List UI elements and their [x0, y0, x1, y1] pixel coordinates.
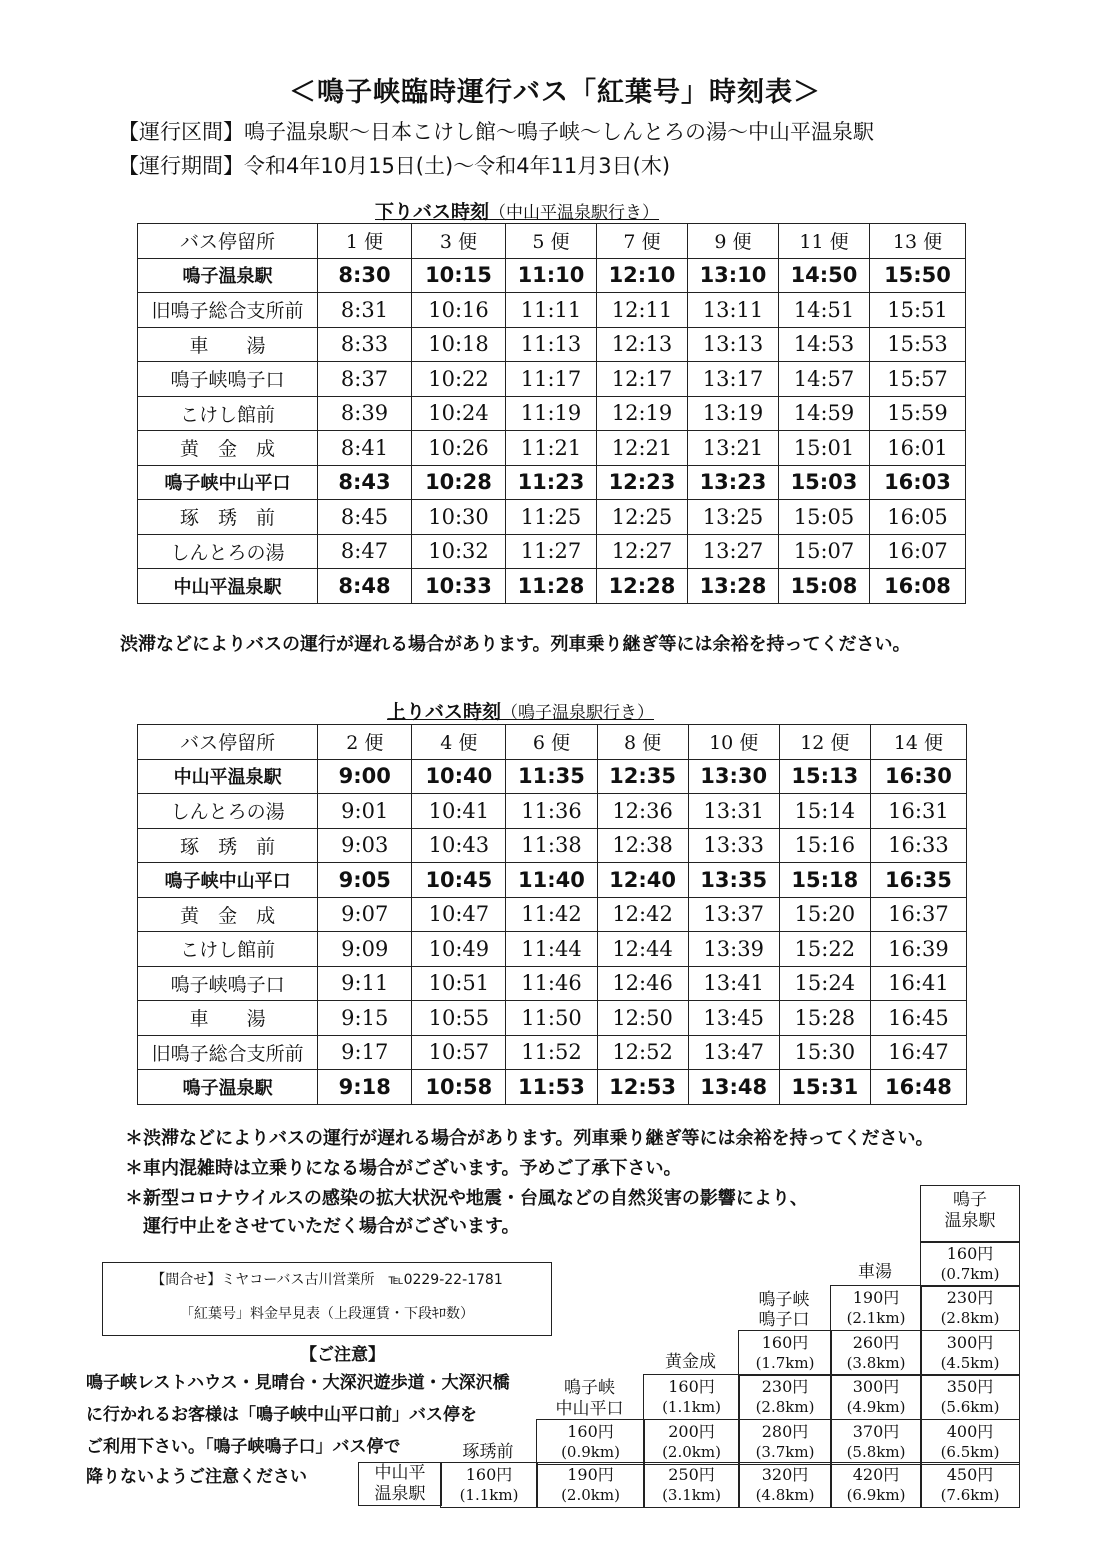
- departure-time: 15:03: [779, 465, 870, 500]
- departure-time: 8:45: [318, 500, 412, 535]
- departure-time: 15:01: [779, 431, 870, 466]
- departure-time: 9:11: [318, 966, 412, 1001]
- departure-time: 16:41: [870, 966, 966, 1001]
- departure-time: 11:28: [506, 569, 597, 604]
- departure-time: 15:30: [779, 1035, 870, 1070]
- departure-time: 15:51: [870, 293, 966, 328]
- caution-heading: 【ご注意】: [300, 1345, 385, 1365]
- departure-time: 15:07: [779, 534, 870, 569]
- departure-time: 13:39: [688, 932, 779, 967]
- departure-time: 11:23: [506, 465, 597, 500]
- departure-time: 9:09: [318, 932, 412, 967]
- fare-cell: [920, 1462, 1020, 1508]
- stop-name: しんとろの湯: [138, 794, 318, 829]
- table-row: [138, 759, 967, 794]
- stop-name: 中山平温泉駅: [138, 569, 318, 604]
- column-header-trip: 7 便: [597, 224, 688, 259]
- departure-time: 14:50: [779, 258, 870, 293]
- fare-amount: 160円: [567, 1422, 614, 1441]
- departure-time: 10:41: [412, 794, 506, 829]
- fare-cell: [920, 1241, 1020, 1287]
- stop-name: しんとろの湯: [138, 534, 318, 569]
- departure-time: 16:33: [870, 828, 966, 863]
- fare-label: 中山平口: [555, 1399, 624, 1419]
- fare-label: 温泉駅: [374, 1484, 426, 1504]
- departure-time: 10:32: [412, 534, 506, 569]
- departure-time: 11:42: [506, 897, 597, 932]
- fare-amount: 300円: [852, 1377, 900, 1396]
- fare-amount: 260円: [852, 1333, 900, 1352]
- table-row: [138, 966, 967, 1001]
- departure-time: 8:43: [318, 465, 412, 500]
- departure-time: 13:10: [688, 258, 779, 293]
- departure-time: 9:01: [318, 794, 412, 829]
- column-header-trip: 1 便: [318, 224, 412, 259]
- departure-time: 9:00: [318, 759, 412, 794]
- table-row: [138, 932, 967, 967]
- departure-time: 15:16: [779, 828, 870, 863]
- departure-time: 8:47: [318, 534, 412, 569]
- fare-cell: [643, 1462, 740, 1508]
- fare-distance: (2.8km): [940, 1309, 1000, 1327]
- fare-cell: [440, 1462, 538, 1508]
- departure-time: 12:10: [597, 258, 688, 293]
- fare-amount: 420円: [852, 1465, 900, 1484]
- departure-time: 15:50: [870, 258, 966, 293]
- fare-distance: (5.6km): [940, 1398, 1000, 1416]
- fare-cell: [920, 1330, 1020, 1376]
- fare-distance: (2.8km): [755, 1398, 815, 1416]
- caution-line-2: に行かれるお客様は「鳴子峡中山平口前」バス停を: [86, 1405, 477, 1425]
- stop-name: 車 湯: [138, 327, 318, 362]
- stop-name: 黄 金 成: [138, 431, 318, 466]
- fare-amount: 280円: [761, 1422, 809, 1441]
- departure-time: 12:25: [597, 500, 688, 535]
- departure-time: 10:26: [412, 431, 506, 466]
- departure-time: 11:40: [506, 863, 597, 898]
- stop-name: こけし館前: [138, 932, 318, 967]
- table-row: [138, 794, 967, 829]
- fare-amount: 300円: [946, 1333, 994, 1352]
- table-row: [138, 897, 967, 932]
- down-caption-sub: （中山平温泉駅行き）: [489, 203, 660, 223]
- departure-time: 15:05: [779, 500, 870, 535]
- departure-time: 16:30: [870, 759, 966, 794]
- fare-distance: (3.7km): [755, 1443, 815, 1461]
- departure-time: 13:30: [688, 759, 779, 794]
- departure-time: 12:53: [597, 1070, 688, 1105]
- departure-time: 11:44: [506, 932, 597, 967]
- departure-time: 14:57: [779, 362, 870, 397]
- column-header-trip: 4 便: [412, 725, 506, 760]
- fare-amount: 400円: [946, 1422, 994, 1441]
- down-header-row: [138, 224, 966, 259]
- fare-amount: 160円: [668, 1377, 715, 1396]
- departure-time: 10:49: [412, 932, 506, 967]
- departure-time: 11:19: [506, 396, 597, 431]
- departure-time: 11:53: [506, 1070, 597, 1105]
- departure-time: 16:07: [870, 534, 966, 569]
- departure-time: 15:20: [779, 897, 870, 932]
- fare-cell: [643, 1419, 740, 1465]
- departure-time: 13:28: [688, 569, 779, 604]
- departure-time: 10:47: [412, 897, 506, 932]
- fare-cell: [830, 1285, 922, 1331]
- fare-amount: 160円: [465, 1465, 513, 1484]
- fare-distance: (4.5km): [940, 1354, 1000, 1372]
- departure-time: 10:58: [412, 1070, 506, 1105]
- departure-time: 13:13: [688, 327, 779, 362]
- note-3: ＊新型コロナウイルスの感染の拡大状況や地震・台風などの自然災害の影響により、: [125, 1188, 808, 1209]
- departure-time: 15:14: [779, 794, 870, 829]
- fare-cell: [643, 1374, 740, 1420]
- fare-cell: [738, 1462, 832, 1508]
- departure-time: 11:25: [506, 500, 597, 535]
- table-row: [138, 534, 966, 569]
- fare-amount: 200円: [668, 1422, 715, 1441]
- departure-time: 9:05: [318, 863, 412, 898]
- departure-time: 15:13: [779, 759, 870, 794]
- departure-time: 11:13: [506, 327, 597, 362]
- departure-time: 12:17: [597, 362, 688, 397]
- fare-distance: (2.1km): [846, 1309, 906, 1327]
- departure-time: 9:17: [318, 1035, 412, 1070]
- stop-name: 旧鳴子総合支所前: [138, 1035, 318, 1070]
- stop-name: こけし館前: [138, 396, 318, 431]
- departure-time: 16:48: [870, 1070, 966, 1105]
- up-caption: [387, 697, 654, 724]
- departure-time: 8:33: [318, 327, 412, 362]
- departure-time: 11:27: [506, 534, 597, 569]
- fare-label: 温泉駅: [944, 1211, 996, 1231]
- fare-distance: (0.9km): [561, 1443, 620, 1461]
- fare-distance: (0.7km): [940, 1265, 1000, 1283]
- departure-time: 11:35: [506, 759, 597, 794]
- fare-distance: (7.6km): [940, 1486, 1000, 1504]
- departure-time: 11:36: [506, 794, 597, 829]
- fare-cell: [738, 1419, 832, 1465]
- departure-time: 13:41: [688, 966, 779, 1001]
- departure-time: 10:28: [412, 465, 506, 500]
- departure-time: 16:45: [870, 1001, 966, 1036]
- departure-time: 13:48: [688, 1070, 779, 1105]
- column-header-trip: 12 便: [779, 725, 870, 760]
- down-caption: [375, 197, 659, 224]
- departure-time: 12:13: [597, 327, 688, 362]
- departure-time: 16:05: [870, 500, 966, 535]
- departure-time: 15:22: [779, 932, 870, 967]
- period-info: 【運行期間】令和4年10月15日(土)～令和4年11月3日(木): [118, 154, 671, 178]
- departure-time: 13:19: [688, 396, 779, 431]
- departure-time: 11:10: [506, 258, 597, 293]
- departure-time: 12:19: [597, 396, 688, 431]
- fare-cell: [830, 1419, 922, 1465]
- column-header-trip: 3 便: [412, 224, 506, 259]
- fare-amount: 230円: [946, 1288, 994, 1307]
- departure-time: 14:53: [779, 327, 870, 362]
- departure-time: 15:57: [870, 362, 966, 397]
- departure-time: 12:27: [597, 534, 688, 569]
- departure-time: 11:17: [506, 362, 597, 397]
- table-row: [138, 569, 966, 604]
- departure-time: 16:01: [870, 431, 966, 466]
- departure-time: 16:31: [870, 794, 966, 829]
- table-row: [138, 293, 966, 328]
- departure-time: 12:38: [597, 828, 688, 863]
- caution-line-4: 降りないようご注意ください: [86, 1467, 307, 1487]
- column-header-stop: バス停留所: [138, 224, 318, 259]
- fare-amount: 250円: [668, 1465, 715, 1484]
- departure-time: 12:52: [597, 1035, 688, 1070]
- departure-time: 11:46: [506, 966, 597, 1001]
- departure-time: 10:57: [412, 1035, 506, 1070]
- column-header-trip: 10 便: [688, 725, 779, 760]
- departure-time: 10:33: [412, 569, 506, 604]
- departure-time: 13:17: [688, 362, 779, 397]
- caution-line-1: 鳴子峡レストハウス・見晴台・大深沢遊歩道・大深沢橋: [86, 1373, 510, 1393]
- departure-time: 13:35: [688, 863, 779, 898]
- fare-distance: (4.9km): [846, 1398, 906, 1416]
- departure-time: 15:18: [779, 863, 870, 898]
- table-row: [138, 396, 966, 431]
- departure-time: 15:28: [779, 1001, 870, 1036]
- departure-time: 11:50: [506, 1001, 597, 1036]
- fare-cell: [920, 1374, 1020, 1420]
- departure-time: 10:15: [412, 258, 506, 293]
- departure-time: 12:44: [597, 932, 688, 967]
- fare-header-narugo-onsen: [920, 1185, 1020, 1243]
- fare-distance: (5.8km): [846, 1443, 906, 1461]
- departure-time: 11:52: [506, 1035, 597, 1070]
- departure-time: 13:27: [688, 534, 779, 569]
- stop-name: 琢 琇 前: [138, 500, 318, 535]
- down-caption-text: 下りバス時刻: [375, 201, 490, 223]
- fare-amount: 350円: [946, 1377, 994, 1396]
- stop-name: 旧鳴子総合支所前: [138, 293, 318, 328]
- stop-name: 鳴子温泉駅: [138, 1070, 318, 1105]
- fare-cell: [830, 1374, 922, 1420]
- fare-cell: [830, 1462, 922, 1508]
- departure-time: 13:23: [688, 465, 779, 500]
- fare-header-koganezawa: 黄金成: [665, 1352, 716, 1372]
- up-caption-text: 上りバス時刻: [387, 701, 502, 723]
- fare-distance: (6.5km): [940, 1443, 1000, 1461]
- fare-amount: 190円: [567, 1465, 614, 1484]
- departure-time: 13:45: [688, 1001, 779, 1036]
- departure-time: 11:21: [506, 431, 597, 466]
- stop-name: 黄 金 成: [138, 897, 318, 932]
- departure-time: 13:31: [688, 794, 779, 829]
- route-info: 【運行区間】鳴子温泉駅～日本こけし館～鳴子峡～しんとろの湯～中山平温泉駅: [118, 120, 874, 144]
- column-header-trip: 9 便: [688, 224, 779, 259]
- departure-time: 10:24: [412, 396, 506, 431]
- fare-distance: (1.7km): [755, 1354, 815, 1372]
- table-row: [138, 1070, 967, 1105]
- departure-time: 13:33: [688, 828, 779, 863]
- fare-distance: (6.9km): [846, 1486, 906, 1504]
- table-row: [138, 1035, 967, 1070]
- stop-name: 鳴子峡中山平口: [138, 465, 318, 500]
- departure-time: 12:28: [597, 569, 688, 604]
- column-header-trip: 6 便: [506, 725, 597, 760]
- departure-time: 12:46: [597, 966, 688, 1001]
- fare-amount: 450円: [946, 1465, 994, 1484]
- column-header-trip: 2 便: [318, 725, 412, 760]
- stop-name: 車 湯: [138, 1001, 318, 1036]
- table-row: [138, 500, 966, 535]
- stop-name: 鳴子温泉駅: [138, 258, 318, 293]
- fare-distance: (1.1km): [459, 1486, 519, 1504]
- departure-time: 10:22: [412, 362, 506, 397]
- departure-time: 8:31: [318, 293, 412, 328]
- fare-cell: [738, 1374, 832, 1420]
- down-note: 渋滞などによりバスの運行が遅れる場合があります。列車乗り継ぎ等には余裕を持ってください。: [120, 634, 911, 655]
- fare-cell: [536, 1419, 645, 1465]
- departure-time: 16:35: [870, 863, 966, 898]
- fare-label: 中山平: [374, 1463, 426, 1483]
- departure-time: 10:40: [412, 759, 506, 794]
- column-header-trip: 13 便: [870, 224, 966, 259]
- table-row: [138, 327, 966, 362]
- caution-line-3: ご利用下さい。「鳴子峡鳴子口」バス停で: [86, 1437, 401, 1457]
- fare-distance: (3.1km): [662, 1486, 721, 1504]
- departure-time: 14:59: [779, 396, 870, 431]
- up-timetable: [137, 724, 967, 1105]
- departure-time: 14:51: [779, 293, 870, 328]
- fare-amount: 370円: [852, 1422, 900, 1441]
- departure-time: 12:42: [597, 897, 688, 932]
- departure-time: 15:31: [779, 1070, 870, 1105]
- table-row: [138, 258, 966, 293]
- column-header-trip: 11 便: [779, 224, 870, 259]
- stop-name: 琢 琇 前: [138, 828, 318, 863]
- column-header-stop: バス停留所: [138, 725, 318, 760]
- departure-time: 10:18: [412, 327, 506, 362]
- departure-time: 9:03: [318, 828, 412, 863]
- departure-time: 9:07: [318, 897, 412, 932]
- fare-amount: 320円: [761, 1465, 809, 1484]
- fare-header-narugokyo-narugoguchi: 鳴子峡: [758, 1290, 810, 1310]
- fare-amount: 190円: [852, 1288, 900, 1307]
- table-row: [138, 465, 966, 500]
- up-caption-sub: （鳴子温泉駅行き）: [501, 703, 655, 723]
- departure-time: 12:50: [597, 1001, 688, 1036]
- note-2: ＊車内混雑時は立乗りになる場合がございます。予めご了承下さい。: [125, 1158, 682, 1179]
- departure-time: 13:47: [688, 1035, 779, 1070]
- contact-line: 【間合せ】ミヤコーバス古川営業所 ℡0229-22-1781: [151, 1272, 503, 1288]
- fare-cell: [738, 1330, 832, 1376]
- fare-label: 鳴子: [953, 1190, 987, 1210]
- stop-name: 鳴子峡鳴子口: [138, 362, 318, 397]
- departure-time: 10:55: [412, 1001, 506, 1036]
- column-header-trip: 8 便: [597, 725, 688, 760]
- column-header-trip: 14 便: [870, 725, 966, 760]
- fare-cell: [536, 1462, 645, 1508]
- departure-time: 8:41: [318, 431, 412, 466]
- departure-time: 8:30: [318, 258, 412, 293]
- fare-distance: (2.0km): [662, 1443, 721, 1461]
- departure-time: 12:23: [597, 465, 688, 500]
- stop-name: 鳴子峡中山平口: [138, 863, 318, 898]
- departure-time: 9:18: [318, 1070, 412, 1105]
- fare-cell: [920, 1419, 1020, 1465]
- page-title: ＜鳴子峡臨時運行バス「紅葉号」時刻表＞: [289, 77, 821, 108]
- stop-name: 鳴子峡鳴子口: [138, 966, 318, 1001]
- departure-time: 10:43: [412, 828, 506, 863]
- fare-amount: 160円: [761, 1333, 809, 1352]
- fare-header-kuruma-yu: 車湯: [858, 1262, 892, 1282]
- fare-distance: (3.8km): [846, 1354, 906, 1372]
- fare-header-nakayamadaira-guchi: 鳴子峡: [564, 1378, 615, 1398]
- departure-time: 15:53: [870, 327, 966, 362]
- departure-time: 12:36: [597, 794, 688, 829]
- fare-header-takushu-mae: 琢琇前: [462, 1442, 514, 1462]
- table-row: [138, 431, 966, 466]
- departure-time: 12:11: [597, 293, 688, 328]
- departure-time: 12:21: [597, 431, 688, 466]
- departure-time: 15:08: [779, 569, 870, 604]
- fare-distance: (1.1km): [662, 1398, 721, 1416]
- fare-cell: [920, 1285, 1020, 1331]
- departure-time: 16:03: [870, 465, 966, 500]
- table-row: [138, 863, 967, 898]
- departure-time: 16:37: [870, 897, 966, 932]
- contact-box: [102, 1262, 552, 1336]
- departure-time: 10:51: [412, 966, 506, 1001]
- departure-time: 10:45: [412, 863, 506, 898]
- table-row: [138, 362, 966, 397]
- fare-cell: [830, 1330, 922, 1376]
- fare-table-caption: 「紅葉号」料金早見表（上段運賃・下段ｷﾛ数）: [180, 1306, 474, 1322]
- departure-time: 13:21: [688, 431, 779, 466]
- fare-header-nakayamadaira-onsen: [358, 1462, 442, 1506]
- fare-distance: (4.8km): [755, 1486, 815, 1504]
- departure-time: 8:48: [318, 569, 412, 604]
- down-timetable: [137, 223, 966, 604]
- departure-time: 12:35: [597, 759, 688, 794]
- departure-time: 16:08: [870, 569, 966, 604]
- fare-amount: 160円: [946, 1244, 994, 1263]
- departure-time: 16:39: [870, 932, 966, 967]
- departure-time: 11:11: [506, 293, 597, 328]
- up-header-row: [138, 725, 967, 760]
- departure-time: 12:40: [597, 863, 688, 898]
- column-header-trip: 5 便: [506, 224, 597, 259]
- table-row: [138, 1001, 967, 1036]
- fare-label: 鳴子口: [758, 1310, 810, 1330]
- departure-time: 13:11: [688, 293, 779, 328]
- departure-time: 11:38: [506, 828, 597, 863]
- departure-time: 13:37: [688, 897, 779, 932]
- stop-name: 中山平温泉駅: [138, 759, 318, 794]
- departure-time: 9:15: [318, 1001, 412, 1036]
- table-row: [138, 828, 967, 863]
- departure-time: 16:47: [870, 1035, 966, 1070]
- departure-time: 15:59: [870, 396, 966, 431]
- note-4: 運行中止をさせていただく場合がございます。: [125, 1216, 520, 1237]
- departure-time: 8:39: [318, 396, 412, 431]
- fare-distance: (2.0km): [561, 1486, 620, 1504]
- departure-time: 8:37: [318, 362, 412, 397]
- departure-time: 10:30: [412, 500, 506, 535]
- departure-time: 15:24: [779, 966, 870, 1001]
- departure-time: 13:25: [688, 500, 779, 535]
- note-1: ＊渋滞などによりバスの運行が遅れる場合があります。列車乗り継ぎ等には余裕を持ってください。: [125, 1128, 934, 1149]
- departure-time: 10:16: [412, 293, 506, 328]
- fare-amount: 230円: [761, 1377, 809, 1396]
